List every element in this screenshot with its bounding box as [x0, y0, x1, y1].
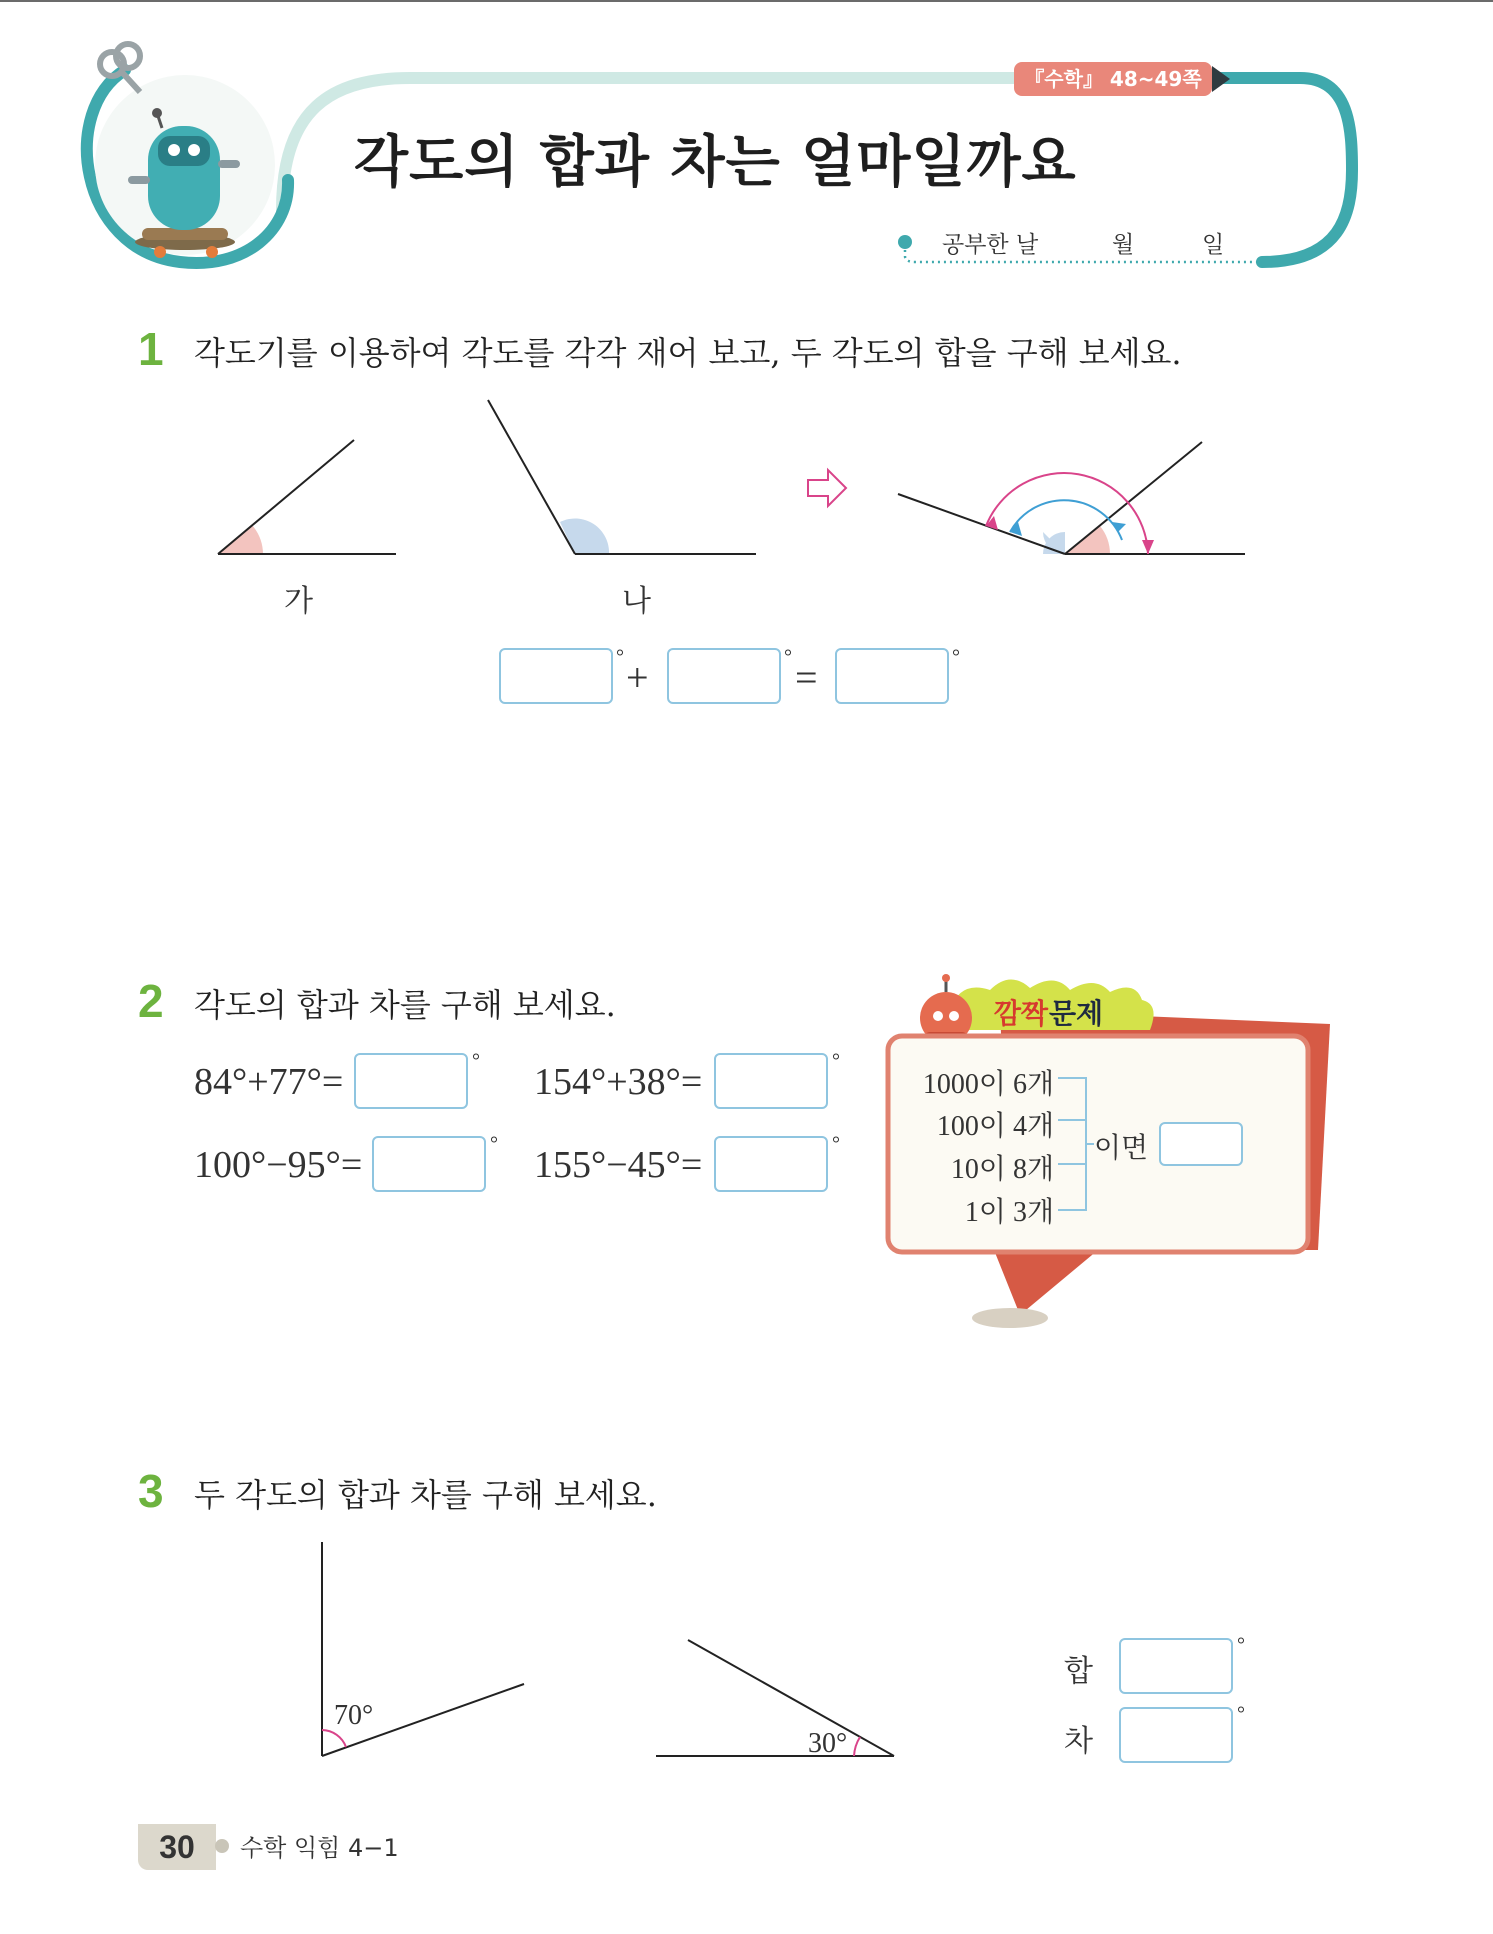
degree-symbol: ° — [952, 646, 960, 668]
question-1-text: 각도기를 이용하여 각도를 각각 재어 보고, 두 각도의 합을 구해 보세요. — [194, 334, 1182, 372]
question-3-text: 두 각도의 합과 차를 구해 보세요. — [194, 1476, 657, 1514]
equals-sign: = — [795, 655, 818, 700]
popup-line-3: 10이 8개 — [950, 1154, 1054, 1185]
q2-answer-box-1[interactable] — [354, 1053, 468, 1109]
popup-line-2: 100이 4개 — [936, 1111, 1054, 1142]
question-1-figures — [0, 390, 1493, 620]
popup-line-1: 1000이 6개 — [922, 1069, 1054, 1100]
question-2-number: 2 — [138, 975, 164, 1027]
popup-line-4: 1이 3개 — [964, 1197, 1054, 1228]
sum-label: 합 — [1064, 1654, 1093, 1689]
bullet-dot-icon — [212, 1836, 232, 1856]
degree-symbol: ° — [1237, 1703, 1245, 1725]
angle-ga-label: 가 — [284, 584, 313, 619]
angle-na-figure — [488, 400, 756, 554]
degree-symbol: ° — [472, 1050, 480, 1072]
plus-sign: + — [626, 655, 649, 700]
question-2-text: 각도의 합과 차를 구해 보세요. — [194, 986, 616, 1024]
angle-30-label: 30° — [808, 1728, 848, 1759]
study-date-label: 공부한 날 — [942, 232, 1039, 258]
page-title: 각도의 합과 차는 얼마일까요 — [354, 130, 1077, 195]
angle-na-label: 나 — [622, 584, 651, 619]
question-3-figures — [0, 1530, 1000, 1770]
study-day-label: 일 — [1202, 232, 1225, 258]
q1-sum-answer-box[interactable] — [835, 648, 949, 704]
study-month-label: 월 — [1112, 232, 1135, 258]
book-title: 수학 익힘 4−1 — [240, 1834, 399, 1862]
angle-ga-figure — [218, 440, 396, 554]
q2-answer-box-4[interactable] — [714, 1136, 828, 1192]
q1-angle-na-answer-box[interactable] — [667, 648, 781, 704]
degree-symbol: ° — [832, 1050, 840, 1072]
angle-30-figure — [656, 1640, 894, 1756]
expression-4: 155°−45°= — [534, 1144, 703, 1186]
angle-70-label: 70° — [334, 1700, 374, 1731]
degree-symbol: ° — [784, 646, 792, 668]
q1-angle-ga-answer-box[interactable] — [499, 648, 613, 704]
page-number: 30 — [138, 1824, 216, 1870]
degree-symbol: ° — [1237, 1634, 1245, 1656]
degree-symbol: ° — [616, 646, 624, 668]
degree-symbol: ° — [490, 1133, 498, 1155]
popup-answer-box[interactable] — [1159, 1122, 1243, 1166]
combined-angle-figure — [898, 442, 1245, 554]
expression-3: 100°−95°= — [194, 1144, 363, 1186]
popup-title-red: 깜짝 — [994, 997, 1049, 1030]
expression-2: 154°+38°= — [534, 1061, 703, 1103]
textbook-page-reference: 『수학』 48~49쪽 — [1014, 62, 1212, 96]
difference-label: 차 — [1064, 1724, 1093, 1759]
degree-symbol: ° — [832, 1133, 840, 1155]
popup-suffix: 이면 — [1094, 1131, 1149, 1164]
q2-answer-box-3[interactable] — [372, 1136, 486, 1192]
q2-answer-box-2[interactable] — [714, 1053, 828, 1109]
right-arrow-icon — [808, 470, 846, 506]
q3-sum-answer-box[interactable] — [1119, 1638, 1233, 1694]
expression-1: 84°+77°= — [194, 1061, 344, 1103]
question-1-number: 1 — [138, 323, 164, 375]
q3-difference-answer-box[interactable] — [1119, 1707, 1233, 1763]
question-3-number: 3 — [138, 1465, 164, 1517]
popup-title-dark: 문제 — [1049, 997, 1104, 1030]
